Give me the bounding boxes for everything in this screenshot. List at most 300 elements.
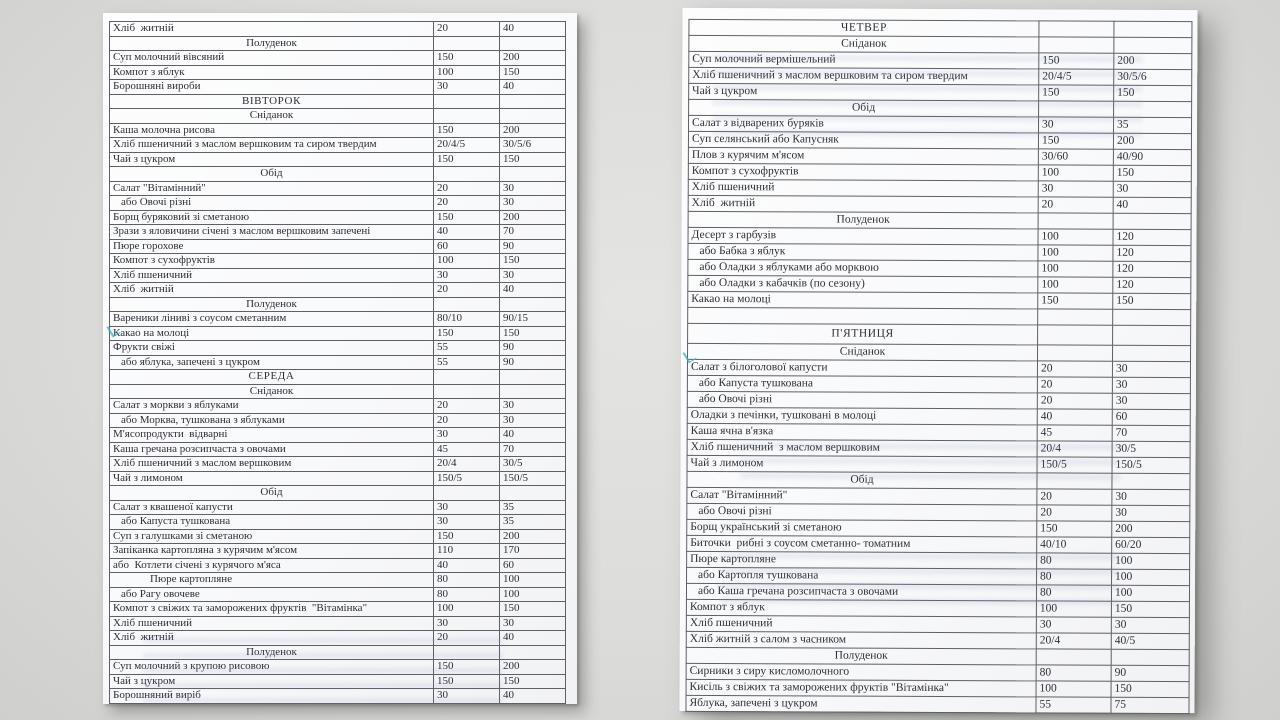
portion-value: 70	[1112, 425, 1190, 441]
menu-item-row	[110, 471, 566, 486]
portion-value	[1037, 345, 1112, 361]
portion-value: 150	[500, 152, 566, 167]
portion-value	[1039, 37, 1114, 53]
menu-item-row	[110, 413, 566, 428]
portion-value: 30	[434, 616, 500, 631]
portion-value: 80	[1036, 585, 1111, 601]
dish-name: або Котлети січені з курячого м'яса	[110, 558, 434, 573]
portion-value: 40	[500, 283, 566, 298]
portion-value	[500, 370, 566, 385]
dish-name: або Капуста тушкована	[110, 515, 434, 530]
dish-name: Яблука, запечені з цукром	[686, 695, 1036, 713]
portion-value: 20	[434, 283, 500, 298]
portion-value: 90	[500, 341, 566, 356]
portion-value: 30	[434, 689, 500, 704]
menu-item-row	[688, 147, 1191, 165]
menu-item-row	[110, 674, 566, 689]
portion-value: 55	[1036, 697, 1111, 713]
portion-value	[1038, 309, 1113, 325]
portion-value: 20/4	[1037, 441, 1112, 457]
menu-item-row	[687, 423, 1190, 441]
portion-value: 150	[434, 210, 500, 225]
menu-item-row	[688, 291, 1191, 309]
meal-name: Сніданок	[110, 384, 434, 399]
portion-value: 200	[500, 51, 566, 66]
dish-name: Хліб житній	[110, 22, 434, 37]
portion-value: 20/4/5	[1039, 69, 1114, 85]
menu-item-row	[687, 455, 1190, 473]
meal-name: Обід	[687, 471, 1037, 489]
portion-value: 200	[500, 660, 566, 675]
portion-value	[1038, 325, 1113, 345]
menu-item-row	[110, 123, 566, 138]
menu-item-row	[110, 80, 566, 95]
portion-value: 60	[500, 558, 566, 573]
portion-value: 40	[500, 80, 566, 95]
portion-value	[1039, 21, 1114, 37]
dish-name: Суп з галушками зі сметаною	[110, 529, 434, 544]
meal-section-row	[110, 384, 566, 399]
menu-item-row	[110, 65, 566, 80]
meal-section-row	[110, 167, 566, 182]
portion-value: 100	[1038, 165, 1113, 181]
portion-value: 30	[1038, 117, 1113, 133]
portion-value: 100	[1036, 601, 1111, 617]
dish-name: Кисіль з свіжих та заморожених фруктів "Вітамінка"	[686, 679, 1036, 697]
portion-value: 100	[1036, 681, 1111, 697]
portion-value: 90	[1111, 665, 1189, 681]
portion-value: 40	[434, 225, 500, 240]
dish-name: Компот з сухофруктів	[688, 163, 1038, 181]
portion-value	[500, 486, 566, 501]
portion-value	[434, 384, 500, 399]
portion-value: 40	[500, 22, 566, 37]
dish-name: Салат "Вітамінний"	[687, 487, 1037, 505]
portion-value: 30	[1113, 181, 1191, 197]
dish-name: Хліб пшеничний з маслом вершковим	[687, 439, 1037, 457]
dish-name: Фрукти свіжі	[110, 341, 434, 356]
portion-value: 75	[1111, 697, 1189, 713]
portion-value: 30	[434, 80, 500, 95]
dish-name: Салат з квашеної капусти	[110, 500, 434, 515]
menu-item-row	[110, 457, 566, 472]
portion-value: 30	[1112, 505, 1190, 521]
meal-name: Полуденок	[688, 211, 1038, 229]
dish-name: Компот з яблук	[110, 65, 434, 80]
menu-item-row	[687, 375, 1190, 393]
portion-value: 40	[500, 689, 566, 704]
portion-value	[434, 297, 500, 312]
dish-name: або Овочі різні	[687, 503, 1037, 521]
dish-name: Салат з відварених буряків	[688, 115, 1038, 133]
portion-value: 60/20	[1112, 537, 1190, 553]
menu-item-row	[688, 275, 1191, 293]
dish-name: Пюре картопляне	[687, 551, 1037, 569]
portion-value: 20	[434, 22, 500, 37]
dish-name: Чай з лимоном	[110, 471, 434, 486]
dish-name: Хліб житній	[110, 631, 434, 646]
dish-name: Хліб пшеничний з маслом вершковим	[110, 457, 434, 472]
portion-value: 20	[434, 181, 500, 196]
portion-value: 30/5/6	[500, 138, 566, 153]
portion-value: 200	[500, 210, 566, 225]
meal-section-row	[110, 36, 566, 51]
portion-value: 30/5	[500, 457, 566, 472]
dish-name: або Картопля тушкована	[687, 567, 1037, 585]
portion-value: 20	[1037, 393, 1112, 409]
portion-value	[1114, 21, 1192, 37]
portion-value: 150/5	[1037, 457, 1112, 473]
portion-value	[1038, 213, 1113, 229]
menu-item-row	[686, 599, 1189, 617]
dish-name: Вареники ліниві з соусом сметанним	[110, 312, 434, 327]
menu-item-row	[110, 51, 566, 66]
dish-name: або Бабка з яблук	[688, 243, 1038, 261]
menu-item-row	[110, 268, 566, 283]
menu-item-row	[686, 631, 1189, 649]
portion-value	[1114, 37, 1192, 53]
meal-section-row	[110, 297, 566, 312]
portion-value: 120	[1113, 229, 1191, 245]
portion-value	[1113, 325, 1191, 345]
portion-value: 30	[1112, 377, 1190, 393]
menu-item-row	[688, 163, 1191, 181]
portion-value	[1111, 649, 1189, 665]
menu-item-row	[687, 519, 1190, 537]
portion-value: 150/5	[500, 471, 566, 486]
portion-value: 200	[1113, 133, 1191, 149]
portion-value: 30/5	[1112, 441, 1190, 457]
menu-item-row	[110, 22, 566, 37]
portion-value	[434, 486, 500, 501]
portion-value: 20/4/5	[434, 138, 500, 153]
portion-value: 30/5/6	[1114, 69, 1192, 85]
portion-value	[500, 109, 566, 124]
portion-value: 40	[1113, 197, 1191, 213]
portion-value: 150	[500, 326, 566, 341]
day-header-row	[688, 323, 1191, 345]
dish-name: Хліб пшеничний з маслом вершковим та сиром твердим	[110, 138, 434, 153]
portion-value: 70	[500, 442, 566, 457]
portion-value: 30	[1112, 361, 1190, 377]
dish-name: Хліб житній	[110, 283, 434, 298]
portion-value: 20	[434, 196, 500, 211]
portion-value: 200	[500, 123, 566, 138]
menu-item-row	[687, 551, 1190, 569]
dish-name: Суп молочний вівсяний	[110, 51, 434, 66]
portion-value: 30	[434, 268, 500, 283]
menu-item-row	[686, 583, 1189, 601]
portion-value	[500, 645, 566, 660]
menu-item-row	[110, 225, 566, 240]
dish-name: Каша молочна рисова	[110, 123, 434, 138]
portion-value: 90/15	[500, 312, 566, 327]
menu-item-row	[110, 210, 566, 225]
portion-value: 20	[434, 399, 500, 414]
dish-name: Суп молочний з крупою рисовою	[110, 660, 434, 675]
menu-item-row	[110, 616, 566, 631]
portion-value: 60	[1112, 409, 1190, 425]
portion-value: 80	[1037, 569, 1112, 585]
dish-name: Салат з білоголової капусти	[687, 359, 1037, 377]
dish-name: Хліб житній з салом з часником	[686, 631, 1036, 649]
menu-item-row	[110, 312, 566, 327]
menu-item-row	[110, 602, 566, 617]
meal-section-row	[110, 486, 566, 501]
menu-item-row	[686, 615, 1189, 633]
dish-name: Хліб житній	[688, 195, 1038, 213]
menu-item-row	[687, 407, 1190, 425]
dish-name: Суп молочний вермішельний	[689, 51, 1039, 69]
portion-value: 80	[1037, 553, 1112, 569]
dish-name: Борщ український зі сметаною	[687, 519, 1037, 537]
meal-section-row	[110, 109, 566, 124]
portion-value: 70	[500, 225, 566, 240]
day-header-row	[110, 370, 566, 385]
portion-value: 100	[1112, 553, 1190, 569]
portion-value: 80	[1036, 665, 1111, 681]
dish-name: Зрази з яловичини січені з маслом вершковим запечені	[110, 225, 434, 240]
menu-item-row	[688, 131, 1191, 149]
portion-value: 30	[1112, 393, 1190, 409]
portion-value: 150	[434, 674, 500, 689]
portion-value: 200	[1114, 53, 1192, 69]
portion-value: 30	[1036, 617, 1111, 633]
portion-value: 30	[434, 515, 500, 530]
portion-value: 40	[434, 558, 500, 573]
dish-name: Каша ячна в'язка	[687, 423, 1037, 441]
portion-value: 30	[500, 399, 566, 414]
portion-value: 100	[1038, 245, 1113, 261]
dish-name: Компот з сухофруктів	[110, 254, 434, 269]
portion-value: 30	[500, 268, 566, 283]
dish-name: Биточки рибні з соусом сметанно- томатним	[687, 535, 1037, 553]
portion-value: 100	[1038, 229, 1113, 245]
portion-value: 80	[434, 587, 500, 602]
portion-value: 30	[1111, 617, 1189, 633]
menu-item-row	[687, 567, 1190, 585]
menu-item-row	[110, 341, 566, 356]
portion-value: 150	[500, 65, 566, 80]
meal-name: Полуденок	[110, 297, 434, 312]
portion-value: 120	[1113, 245, 1191, 261]
menu-item-row	[110, 660, 566, 675]
portion-value	[500, 36, 566, 51]
menu-item-row	[110, 529, 566, 544]
menu-item-row	[110, 254, 566, 269]
menu-item-row	[687, 439, 1190, 457]
dish-name: Компот з свіжих та заморожених фруктів "Вітамінка"	[110, 602, 434, 617]
portion-value: 90	[500, 239, 566, 254]
portion-value: 30	[500, 413, 566, 428]
menu-item-row	[110, 138, 566, 153]
portion-value	[1037, 473, 1112, 489]
dish-name: Салат з моркви з яблуками	[110, 399, 434, 414]
dish-name: Каша гречана розсипчаста з овочами	[110, 442, 434, 457]
menu-item-row	[686, 663, 1189, 681]
portion-value	[1112, 473, 1190, 489]
portion-value: 100	[1038, 277, 1113, 293]
portion-value: 100	[1111, 585, 1189, 601]
portion-value: 40/5	[1111, 633, 1189, 649]
dish-name: Хліб пшеничний	[110, 268, 434, 283]
empty-cell	[688, 307, 1038, 325]
portion-value: 100	[434, 254, 500, 269]
menu-item-row	[689, 51, 1192, 69]
portion-value: 30	[1112, 489, 1190, 505]
portion-value: 40/10	[1037, 537, 1112, 553]
portion-value: 30	[500, 196, 566, 211]
portion-value: 150	[434, 660, 500, 675]
portion-value	[1036, 649, 1111, 665]
dish-name: Суп селянський або Капусняк	[688, 131, 1038, 149]
menu-item-row	[688, 227, 1191, 245]
menu-item-row	[110, 428, 566, 443]
portion-value: 35	[500, 515, 566, 530]
portion-value: 120	[1113, 277, 1191, 293]
portion-value: 150	[434, 529, 500, 544]
menu-item-row	[110, 355, 566, 370]
portion-value	[434, 167, 500, 182]
menu-item-row	[110, 326, 566, 341]
menu-item-row	[110, 515, 566, 530]
dish-name: або Каша гречана розсипчаста з овочами	[686, 583, 1036, 601]
portion-value: 150	[434, 152, 500, 167]
portion-value	[1114, 101, 1192, 117]
dish-name: Пюре картопляне	[110, 573, 434, 588]
portion-value	[500, 384, 566, 399]
portion-value: 150	[1038, 133, 1113, 149]
portion-value: 150	[434, 326, 500, 341]
menu-item-row	[110, 181, 566, 196]
dish-name: Пюре горохове	[110, 239, 434, 254]
portion-value	[500, 167, 566, 182]
menu-item-row	[687, 503, 1190, 521]
day-header-row	[110, 94, 566, 109]
dish-name: Борщ буряковий зі сметаною	[110, 210, 434, 225]
menu-table-right	[685, 19, 1192, 714]
dish-name: або Рагу овочеве	[110, 587, 434, 602]
day-name: П'ЯТНИЦЯ	[688, 323, 1038, 345]
portion-value: 55	[434, 341, 500, 356]
portion-value: 35	[500, 500, 566, 515]
meal-name: Обід	[110, 167, 434, 182]
dish-name: Хліб пшеничний з маслом вершковим та сиром твердим	[689, 67, 1039, 85]
portion-value: 150	[1113, 293, 1191, 309]
portion-value	[1039, 101, 1114, 117]
portion-value: 150/5	[434, 471, 500, 486]
dish-name: Десерт з гарбузів	[688, 227, 1038, 245]
portion-value: 150	[1111, 601, 1189, 617]
meal-name: Обід	[110, 486, 434, 501]
portion-value	[1112, 345, 1190, 361]
menu-item-row	[687, 487, 1190, 505]
portion-value: 40	[1037, 409, 1112, 425]
menu-item-row	[689, 67, 1192, 85]
dish-name: Какао на молоці	[688, 291, 1038, 309]
menu-item-row	[686, 679, 1189, 697]
portion-value	[434, 36, 500, 51]
portion-value: 30	[500, 181, 566, 196]
menu-item-row	[110, 196, 566, 211]
menu-item-row	[110, 152, 566, 167]
portion-value: 40	[500, 428, 566, 443]
menu-item-row	[688, 115, 1191, 133]
menu-item-row	[688, 243, 1191, 261]
meal-name: Обід	[689, 99, 1039, 117]
portion-value: 20	[434, 413, 500, 428]
portion-value: 120	[1113, 261, 1191, 277]
portion-value	[434, 645, 500, 660]
portion-value: 170	[500, 544, 566, 559]
portion-value: 100	[500, 573, 566, 588]
menu-item-row	[110, 500, 566, 515]
portion-value: 100	[434, 602, 500, 617]
dish-name: або Оладки з кабачків (по сезону)	[688, 275, 1038, 293]
portion-value: 45	[1037, 425, 1112, 441]
portion-value: 150	[500, 602, 566, 617]
dish-name: або Оладки з яблуками або морквою	[688, 259, 1038, 277]
menu-item-row	[687, 391, 1190, 409]
menu-item-row	[110, 399, 566, 414]
meal-name: Сніданок	[110, 109, 434, 124]
dish-name: або яблука, запечені з цукром	[110, 355, 434, 370]
portion-value: 150	[434, 123, 500, 138]
menu-item-row	[110, 239, 566, 254]
dish-name: Какао на молоці	[110, 326, 434, 341]
menu-item-row	[110, 573, 566, 588]
dish-name: Плов з курячим м'ясом	[688, 147, 1038, 165]
menu-item-row	[110, 631, 566, 646]
meal-name: Сніданок	[688, 343, 1038, 361]
menu-item-row	[110, 689, 566, 704]
dish-name: Хліб пшеничний	[686, 615, 1036, 633]
portion-value: 100	[434, 65, 500, 80]
portion-value: 20	[434, 631, 500, 646]
portion-value	[500, 94, 566, 109]
menu-item-row	[688, 259, 1191, 277]
portion-value: 110	[434, 544, 500, 559]
portion-value: 20	[1037, 361, 1112, 377]
day-name: ЧЕТВЕР	[689, 19, 1039, 37]
dish-name: Чай з цукром	[110, 674, 434, 689]
portion-value: 80	[434, 573, 500, 588]
meal-name: Сніданок	[689, 35, 1039, 53]
portion-value: 40	[500, 631, 566, 646]
portion-value: 150	[1111, 681, 1189, 697]
portion-value: 150/5	[1112, 457, 1190, 473]
dish-name: Чай з цукром	[110, 152, 434, 167]
day-name: СЕРЕДА	[110, 370, 434, 385]
portion-value: 30	[434, 500, 500, 515]
dish-name: Чай з цукром	[689, 83, 1039, 101]
portion-value: 150	[500, 674, 566, 689]
dish-name: або Капуста тушкована	[687, 375, 1037, 393]
portion-value: 30	[1038, 181, 1113, 197]
portion-value: 60	[434, 239, 500, 254]
dish-name: М'ясопродукти відварні	[110, 428, 434, 443]
dish-name: Оладки з печінки, тушковані в молоці	[687, 407, 1037, 425]
portion-value: 90	[500, 355, 566, 370]
portion-value: 30	[500, 616, 566, 631]
meal-section-row	[110, 645, 566, 660]
dish-name: Запіканка картопляна з курячим м'ясом	[110, 544, 434, 559]
dish-name: Сирники з сиру кисломолочного	[686, 663, 1036, 681]
portion-value	[434, 94, 500, 109]
menu-item-row	[687, 359, 1190, 377]
portion-value: 20	[1037, 377, 1112, 393]
portion-value: 20/4	[1036, 633, 1111, 649]
